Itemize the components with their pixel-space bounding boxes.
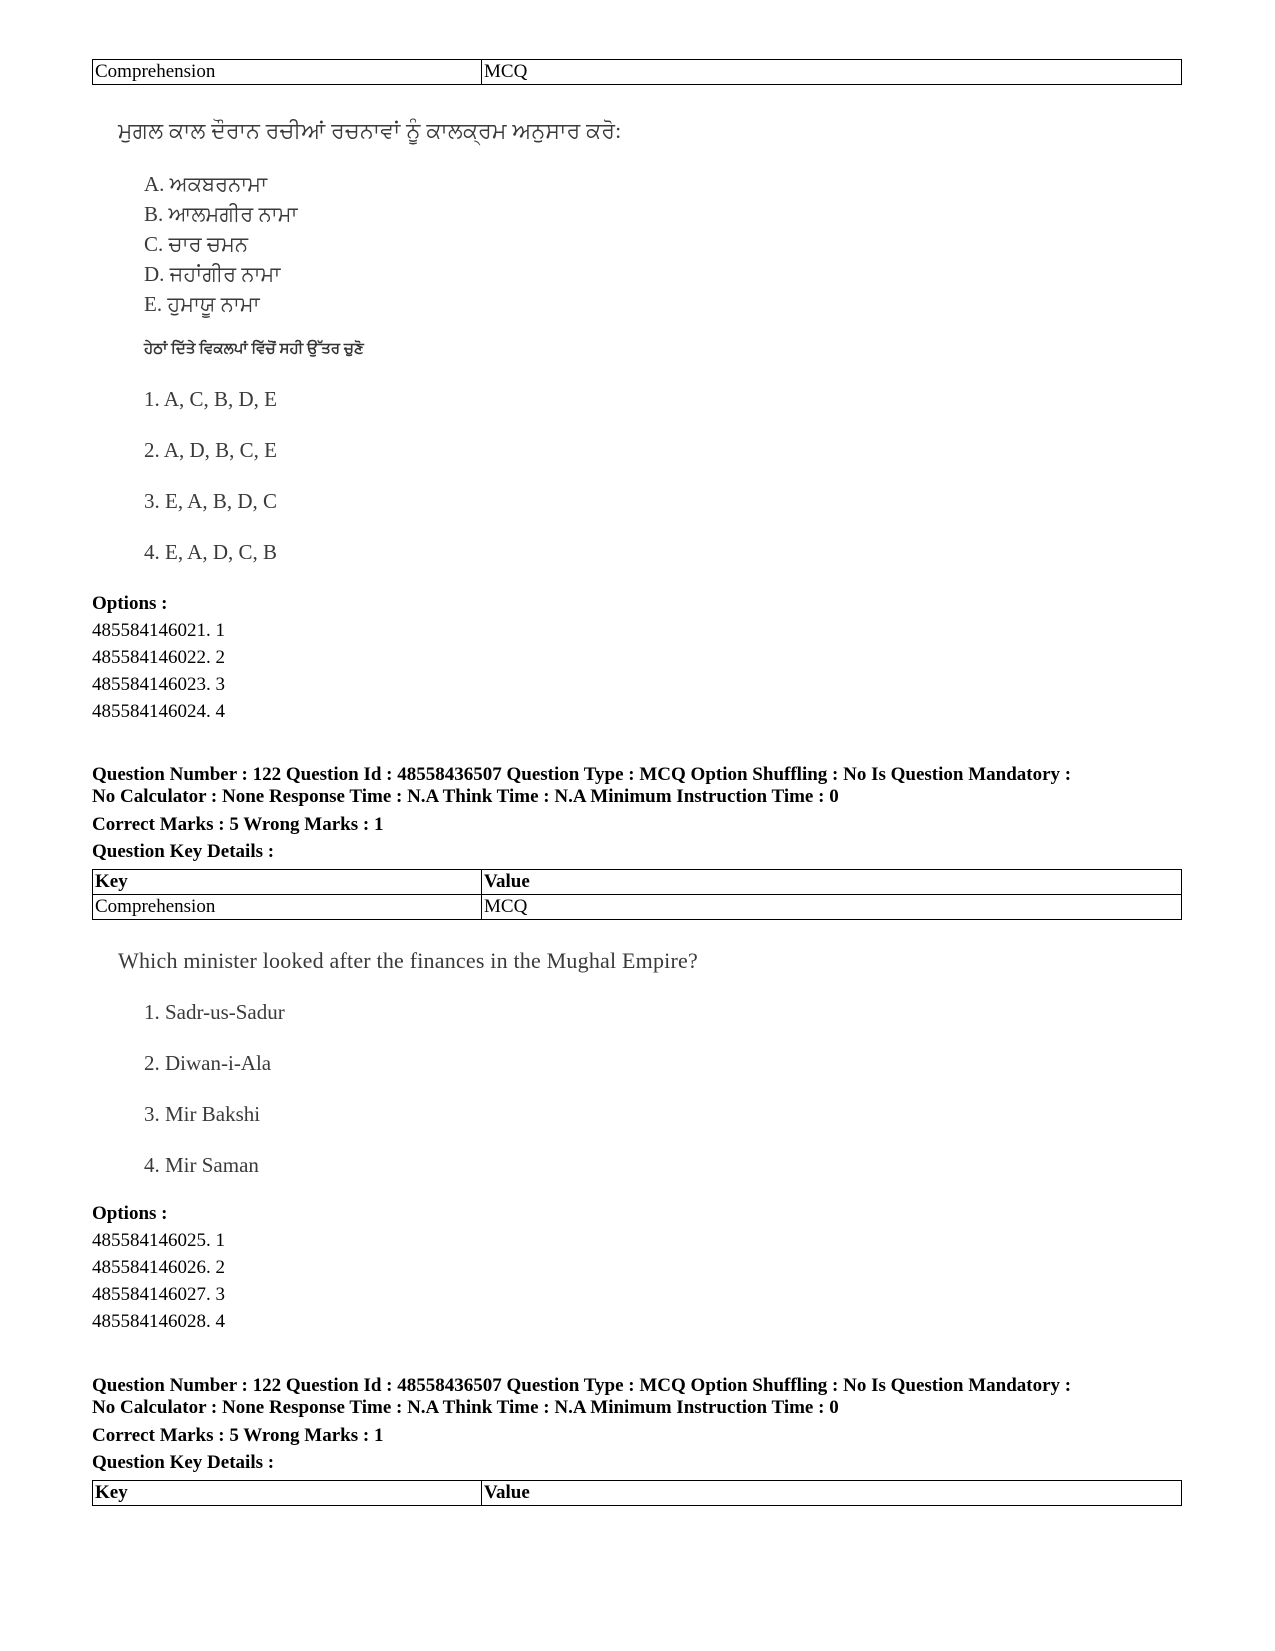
question-image-punjabi bbox=[92, 110, 1182, 580]
option-item: 485584146027. 3 bbox=[92, 1284, 225, 1305]
table-cell-key: Comprehension bbox=[93, 60, 482, 85]
list-item: E. ਹੁਮਾਯੂ ਨਾਮਾ bbox=[144, 292, 260, 316]
table-header-value: Value bbox=[482, 1481, 1182, 1506]
question-meta-line: Question Number : 122 Question Id : 48558436507 Question Type : MCQ Option Shuffling : No Is Question Mandatory : bbox=[92, 1375, 1072, 1396]
option-item: 485584146024. 4 bbox=[92, 701, 225, 722]
question-title: Which minister looked after the finances in the Mughal Empire? bbox=[118, 948, 698, 973]
table-header-key: Key bbox=[93, 1481, 482, 1506]
question-meta-line: Question Number : 122 Question Id : 48558436507 Question Type : MCQ Option Shuffling : No Is Question Mandatory : bbox=[92, 764, 1072, 785]
options-heading: Options : bbox=[92, 1203, 168, 1224]
question-meta-line: No Calculator : None Response Time : N.A Think Time : N.A Minimum Instruction Time : 0 bbox=[92, 786, 839, 807]
table-cell-value: MCQ bbox=[482, 895, 1182, 920]
option-item: 485584146022. 2 bbox=[92, 647, 225, 668]
table-header-row bbox=[93, 870, 1182, 895]
question-key-table bbox=[92, 869, 1182, 920]
table-row bbox=[93, 60, 1182, 85]
table-header-row bbox=[93, 1481, 1182, 1506]
options-heading: Options : bbox=[92, 593, 168, 614]
option-item: 485584146025. 1 bbox=[92, 1230, 225, 1251]
answer-choice: 3. E, A, B, D, C bbox=[144, 489, 278, 513]
table-cell-value: MCQ bbox=[482, 60, 1182, 85]
option-item: 485584146023. 3 bbox=[92, 674, 225, 695]
question-instruction: ਹੇਠਾਂ ਦਿੱਤੇ ਵਿਕਲਪਾਂ ਵਿੱਚੋਂ ਸਹੀ ਉੱਤਰ ਚੁਣੋ bbox=[144, 341, 364, 357]
marks-line: Correct Marks : 5 Wrong Marks : 1 bbox=[92, 1425, 384, 1446]
table-header-key: Key bbox=[93, 870, 482, 895]
answer-choice: 4. Mir Saman bbox=[144, 1153, 259, 1177]
list-item: B. ਆਲਮਗੀਰ ਨਾਮਾ bbox=[144, 202, 298, 226]
option-item: 485584146028. 4 bbox=[92, 1311, 225, 1332]
table-row bbox=[93, 895, 1182, 920]
answer-choice: 2. Diwan-i-Ala bbox=[144, 1051, 272, 1075]
list-item: A. ਅਕਬਰਨਾਮਾ bbox=[144, 172, 268, 196]
key-details-heading: Question Key Details : bbox=[92, 841, 275, 862]
table-cell-key: Comprehension bbox=[93, 895, 482, 920]
answer-choice: 1. A, C, B, D, E bbox=[144, 387, 278, 411]
option-item: 485584146021. 1 bbox=[92, 620, 225, 641]
key-details-heading: Question Key Details : bbox=[92, 1452, 275, 1473]
answer-choice: 1. Sadr-us-Sadur bbox=[144, 1000, 285, 1024]
top-key-value-table bbox=[92, 59, 1182, 85]
marks-line: Correct Marks : 5 Wrong Marks : 1 bbox=[92, 814, 384, 835]
option-item: 485584146026. 2 bbox=[92, 1257, 225, 1278]
answer-choice: 2. A, D, B, C, E bbox=[144, 438, 278, 462]
question-image-english bbox=[92, 940, 1182, 1190]
question-meta-line: No Calculator : None Response Time : N.A Think Time : N.A Minimum Instruction Time : 0 bbox=[92, 1397, 839, 1418]
list-item: D. ਜਹਾਂਗੀਰ ਨਾਮਾ bbox=[144, 262, 281, 286]
question-title: ਮੁਗਲ ਕਾਲ ਦੌਰਾਨ ਰਚੀਆਂ ਰਚਨਾਵਾਂ ਨੂੰ ਕਾਲਕ੍ਰਮ ਅਨੁਸਾਰ ਕਰੋ: bbox=[118, 118, 622, 143]
answer-choice: 3. Mir Bakshi bbox=[144, 1102, 261, 1126]
list-item: C. ਚਾਰ ਚਮਨ bbox=[144, 232, 249, 256]
question-key-table bbox=[92, 1480, 1182, 1506]
table-header-value: Value bbox=[482, 870, 1182, 895]
answer-choice: 4. E, A, D, C, B bbox=[144, 540, 278, 564]
